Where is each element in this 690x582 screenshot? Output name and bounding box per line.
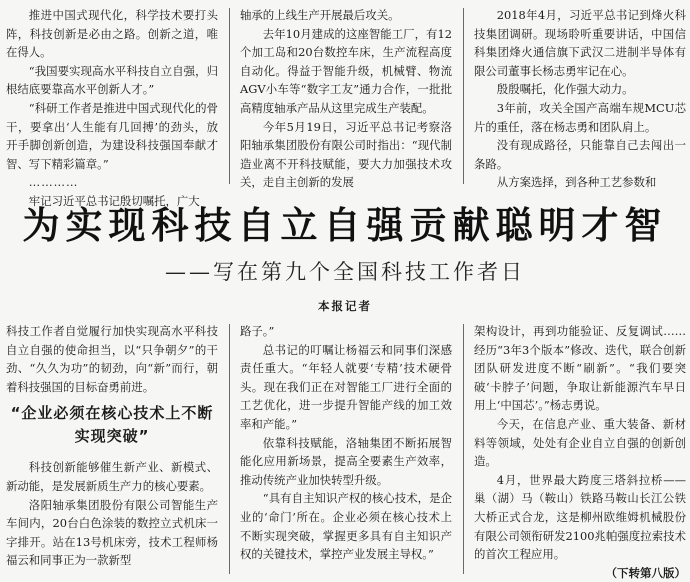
paragraph: 路子。” [240,324,275,338]
bottom-column-3 [474,322,686,580]
bottom-column-1 [6,322,218,574]
subheadline: ——写在第九个全国科技工作者日 [165,260,525,284]
top-column-1 [6,6,218,208]
paragraph: 科技创新能够催生新产业、新模式、新动能，是发展新质生产力的核心要素。 [6,460,218,493]
paragraph: 3年前，攻关全国产高端车规MCU芯片的重任，落在杨志勇和团队肩上。 [474,100,686,134]
paragraph: “具有自主知识产权的核心技术，是企业的‘命门’所在。企业必须在核心技术上不断实现突破，掌握更多具有自主知识产权的关键技术，掌控产业发展主导权。” [240,491,452,562]
paragraph: 科技工作者自觉履行加快实现高水平科技自立自强的使命担当，以“只争朝夕”的干劲、“久久为功”的韧劲，向“新”而行，朝着科技强国的目标奋勇前进。 [6,324,218,394]
column-divider [229,8,230,184]
paragraph: 依靠科技赋能，洛轴集团不断拓展智能化应用新场景，提高全要素生产效率，推动传统产业加快转型升级。 [240,435,452,487]
paragraph: 从方案选择，到各种工艺参数和 [496,175,657,190]
bottom-column-2 [240,322,452,574]
paragraph: 今年5月19日，习近平总书记考察洛阳轴承集团股份有限公司时指出：“现代制造业离不开科技赋能，要大力加强技术攻关，走自主创新的发展 [240,119,452,190]
column-divider [229,324,230,574]
column-divider [463,324,464,574]
paragraph: 没有现成路径，只能靠自己去闯出一条路。 [474,138,686,171]
paragraph: 去年10月建成的这座智能工厂，有12个加工岛和20台数控车床，生产流程高度自动化。得益于智能升级，机械臂、物流AGV小车等“数字工友”通力合作，一批批高精度轴承产品从这里完成生产装配。 [240,26,452,115]
top-column-2 [240,6,452,190]
paragraph: 今天，在信息产业、重大装备、新材料等领域，处处有企业自立自强的创新创造。 [474,416,686,469]
paragraph: 殷殷嘱托，化作强大动力。 [496,82,634,97]
paragraph: 轴承的上线生产开展最后攻关。 [240,8,400,22]
section-subtitle: “企业必须在核心技术上不断实现突破” [10,404,214,446]
paragraph: 牢记习近平总书记殷切嘱托，广大 [28,193,200,208]
paragraph: 架构设计，再到功能验证、反复调试……经历“3年3个版本”修改、迭代，联合创新团队研发进度不断“刷新”。“我们要突破‘卡脖子’问题，争取让新能源汽车早日用上‘中国芯’。”杨志勇说。 [474,324,686,413]
paragraph: “我国要实现高水平科技自立自强，归根结底要靠高水平创新人才。” [6,63,218,97]
paragraph: 推进中国式现代化，科学技术要打头阵，科技创新是必由之路。创新之道，唯在得人。 [6,8,218,60]
headline: 为实现科技自立自强贡献聪明才智 [22,204,668,247]
continued-on-page: （下转第八版） [605,565,686,580]
paragraph: 4月，世界最大跨度三塔斜拉桥——巢（湖）马（鞍山）铁路马鞍山长江公铁大桥正式合龙，这是柳州欧维姆机械股份有限公司领衔研发2100兆帕强度拉索技术的首次工程应用。 [474,472,686,562]
paragraph: 2018年4月，习近平总书记到烽火科技集团调研。现场聆听重要讲话，中国信科集团烽火通信旗下武汉二进制半导体有限公司董事长杨志勇牢记在心。 [474,8,686,78]
top-column-3 [474,6,686,190]
byline: 本报记者 [318,299,372,313]
paragraph: 洛阳轴承集团股份有限公司智能生产车间内，20台白色涂装的数控立式机床一字排开。站在13号机床旁，技术工程师杨福云和同事正为一款新型 [6,497,218,568]
ellipsis-line: ………… [28,175,79,190]
paragraph: “科研工作者是推进中国式现代化的骨干，要拿出‘人生能有几回搏’的劲头，放开手脚创新创造，为建设科技强国奉献才智、写下精彩篇章。” [6,100,218,171]
column-divider [463,8,464,184]
paragraph: 总书记的叮嘱让杨福云和同事们深感责任重大。“年轻人就要‘专精’技术硬骨头。现在我们正在对智能工厂进行全面的工艺优化，进一步提升智能产线的加工效率和产能。” [240,342,452,431]
